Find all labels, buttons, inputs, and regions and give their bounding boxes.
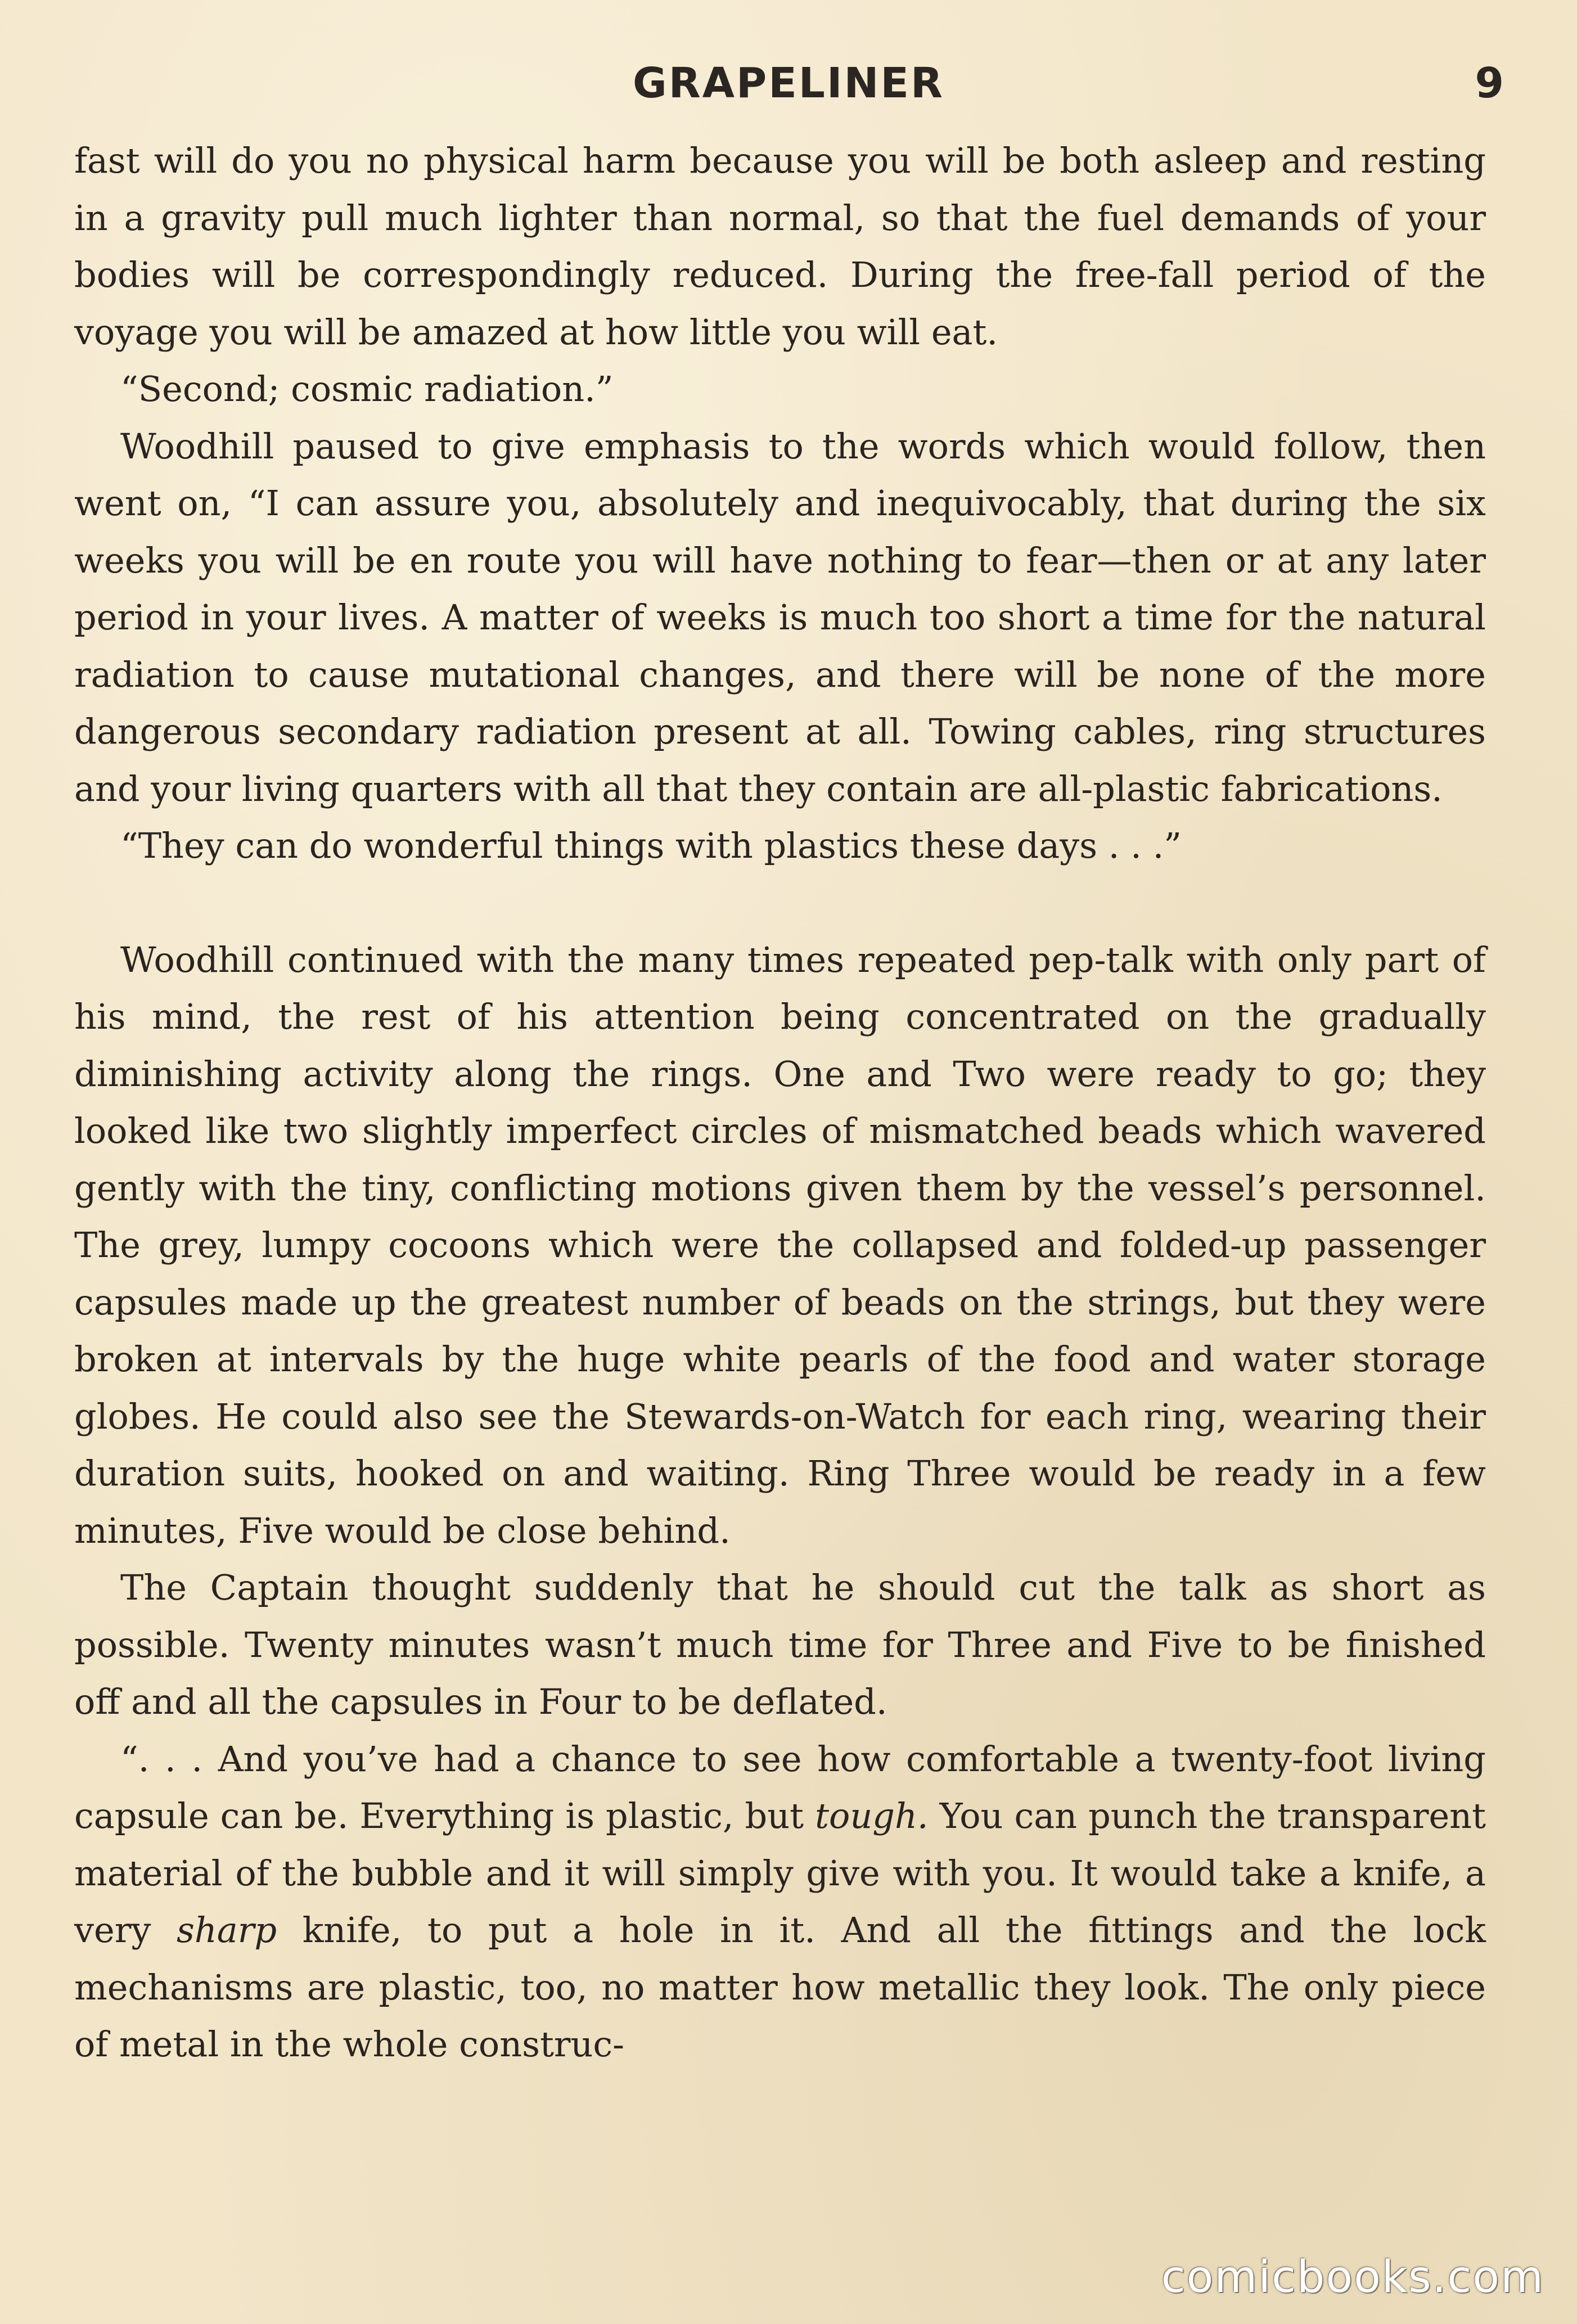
paragraph — [74, 1559, 1486, 1731]
paragraph — [74, 418, 1486, 818]
paragraph-text: “Second; cosmic radiation.” — [120, 368, 614, 409]
body-text — [74, 132, 1486, 2073]
paragraph-text: “. . . And you’ve had a chance to see how comfortable a twenty-foot living capsule can be. Everything is plastic, but — [74, 1738, 1486, 1836]
section-break — [74, 875, 1486, 931]
paragraph-text: “They can do wonderful things with plastics these days . . .” — [120, 825, 1182, 866]
paragraph — [74, 1731, 1486, 2073]
page-number: 9 — [1475, 59, 1504, 107]
italic-text: tough. — [815, 1795, 929, 1836]
paragraph-text: knife, to put a hole in it. And all the fittings and the lock mechanisms are plastic, too, no matter how metallic they look. The only piece of metal in the whole construc- — [74, 1909, 1486, 2065]
paragraph — [74, 361, 1486, 418]
paragraph-text: The Captain thought suddenly that he should cut the talk as short as possible. Twenty minutes wasn’t much time for Three and Five to be finished off and all the capsules in Four to be deflated. — [74, 1567, 1486, 1722]
paragraph — [74, 931, 1486, 1560]
watermark: comicbooks.com — [1161, 2252, 1544, 2303]
paragraph-text: Woodhill paused to give emphasis to the words which would follow, then went on, “I can assure you, absolutely and inequivocably, that during the six weeks you will be en route you will have nothing to fear—then or at any later period in your lives. A matter of weeks is much too short a time for the natural radiation to cause mutational changes, and there will be none of the more dangerous secondary radiation present at all. Towing cables, ring structures and your living quarters with all that they contain are all-plastic fabrications. — [74, 425, 1486, 809]
paragraph-text: You can punch the transparent material of the bubble and it will simply give with you. It would take a knife, a very — [74, 1795, 1486, 1951]
paragraph-text: Woodhill continued with the many times repeated pep-talk with only part of his mind, the rest of his attention being concentrated on the gradually diminishing activity along the rings. One and Two were ready to go; they looked like two slightly imperfect circles of mismatched beads which wavered gently with the tiny, conflicting motions given them by the vessel’s personnel. The grey, lumpy cocoons which were the collapsed and folded-up passenger capsules made up the greatest number of beads on the strings, but they were broken at intervals by the huge white pearls of the food and water storage globes. He could also see the Stewards-on-Watch for each ring, wearing their duration suits, hooked on and waiting. Ring Three would be ready in a few minutes, Five would be close behind. — [74, 939, 1486, 1551]
running-title: GRAPELINER — [633, 59, 944, 107]
paragraph — [74, 817, 1486, 875]
page-header — [73, 59, 1504, 121]
paragraph — [74, 132, 1486, 361]
italic-text: sharp — [177, 1909, 277, 1951]
paragraph-text: fast will do you no physical harm because you will be both asleep and resting in a gravity pull much lighter than normal, so that the fuel demands of your bodies will be correspondingly reduced. During the free-fall period of the voyage you will be amazed at how little you will eat. — [74, 140, 1486, 353]
